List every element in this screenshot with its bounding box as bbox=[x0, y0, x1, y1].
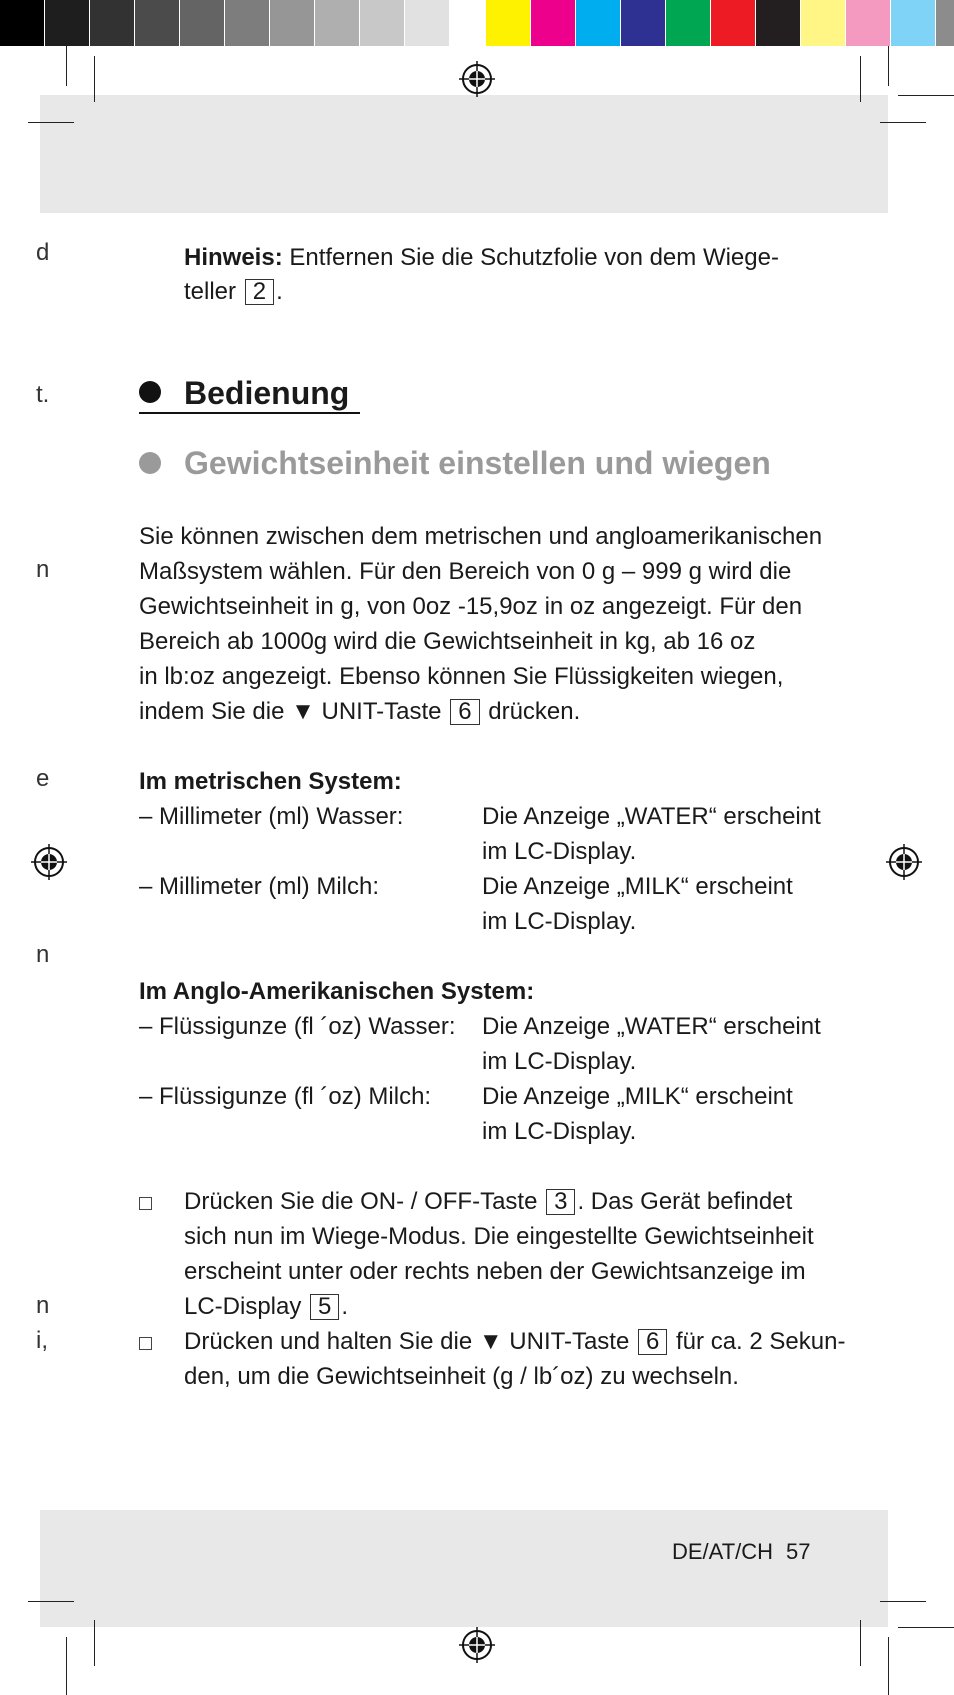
color-swatch bbox=[576, 0, 621, 46]
subsection-title: Gewichtseinheit einstellen und wiegen bbox=[184, 445, 771, 481]
part-reference: 5 bbox=[310, 1294, 339, 1320]
metric-row-desc: im LC-Display. bbox=[482, 838, 637, 865]
color-swatch bbox=[315, 0, 360, 46]
color-swatch bbox=[531, 0, 576, 46]
registration-mark-icon bbox=[459, 61, 495, 97]
header-band bbox=[40, 95, 888, 213]
margin-fragment: n bbox=[36, 941, 50, 968]
color-swatch bbox=[180, 0, 225, 46]
color-swatch bbox=[756, 0, 801, 46]
step-text: Drücken Sie die ON- / OFF-Taste bbox=[184, 1188, 538, 1215]
step-checkbox-icon bbox=[139, 1197, 152, 1210]
step-checkbox-icon bbox=[139, 1337, 152, 1350]
page-number: 57 bbox=[786, 1539, 811, 1564]
step-line bbox=[184, 1324, 845, 1359]
step-line: den, um die Gewichtseinheit (g / lb´oz) zu wechseln. bbox=[184, 1363, 739, 1390]
metric-row-desc: Die Anzeige „MILK“ erscheint bbox=[482, 873, 793, 900]
color-swatch bbox=[846, 0, 891, 46]
part-reference: 6 bbox=[450, 699, 479, 725]
crop-mark bbox=[880, 1601, 926, 1602]
crop-mark bbox=[888, 46, 889, 86]
color-swatch bbox=[801, 0, 846, 46]
note-text: . bbox=[276, 278, 283, 305]
step-text: Drücken und halten Sie die ▼ UNIT-Taste bbox=[184, 1328, 630, 1355]
color-swatch bbox=[225, 0, 270, 46]
note-label: Hinweis: bbox=[184, 244, 283, 271]
crop-mark bbox=[94, 56, 95, 102]
footer-region: DE/AT/CH bbox=[672, 1539, 774, 1564]
color-swatch bbox=[0, 0, 45, 46]
step-line: erscheint unter oder rechts neben der Gewichtsanzeige im bbox=[184, 1258, 806, 1285]
margin-fragment: n bbox=[36, 1292, 50, 1319]
crop-mark bbox=[28, 122, 74, 123]
crop-mark bbox=[860, 56, 861, 102]
metric-row-label: – Millimeter (ml) Milch: bbox=[139, 873, 379, 900]
step-text: LC-Display bbox=[184, 1293, 302, 1320]
margin-fragment: e bbox=[36, 765, 50, 792]
note-line-1 bbox=[184, 240, 779, 275]
anglo-row-desc: Die Anzeige „WATER“ erscheint bbox=[482, 1013, 821, 1040]
intro-line: Gewichtseinheit in g, von 0oz -15,9oz in oz angezeigt. Für den bbox=[139, 593, 803, 620]
crop-mark bbox=[898, 95, 954, 96]
color-swatch bbox=[405, 0, 450, 46]
step-line bbox=[184, 1184, 792, 1219]
color-swatch bbox=[90, 0, 135, 46]
anglo-row-desc: im LC-Display. bbox=[482, 1118, 637, 1145]
color-swatch bbox=[360, 0, 405, 46]
intro-line: Maßsystem wählen. Für den Bereich von 0 g – 999 g wird die bbox=[139, 558, 792, 585]
metric-heading: Im metrischen System: bbox=[139, 768, 402, 795]
crop-mark bbox=[66, 46, 67, 86]
color-swatch bbox=[891, 0, 936, 46]
metric-row-label: – Millimeter (ml) Wasser: bbox=[139, 803, 404, 830]
color-swatch bbox=[270, 0, 315, 46]
registration-mark-icon bbox=[886, 844, 922, 880]
crop-mark bbox=[898, 1627, 954, 1628]
anglo-heading: Im Anglo-Amerikanischen System: bbox=[139, 978, 535, 1005]
step-text: . Das Gerät befindet bbox=[577, 1188, 793, 1215]
note-line-2 bbox=[184, 274, 283, 309]
color-swatch bbox=[135, 0, 180, 46]
registration-mark-icon bbox=[459, 1627, 495, 1663]
margin-fragment: n bbox=[36, 556, 50, 583]
color-swatch bbox=[711, 0, 756, 46]
anglo-row-desc: Die Anzeige „MILK“ erscheint bbox=[482, 1083, 793, 1110]
section-underline bbox=[139, 412, 360, 414]
step-line bbox=[184, 1289, 348, 1324]
note-text: Entfernen Sie die Schutzfolie von dem Wiege- bbox=[289, 244, 779, 271]
intro-line bbox=[139, 694, 580, 729]
crop-mark bbox=[880, 122, 926, 123]
intro-text: drücken. bbox=[488, 698, 581, 725]
anglo-row-desc: im LC-Display. bbox=[482, 1048, 637, 1075]
intro-line: Bereich ab 1000g wird die Gewichtseinheit in kg, ab 16 oz bbox=[139, 628, 756, 655]
color-swatch bbox=[666, 0, 711, 46]
section-title: Bedienung bbox=[184, 375, 350, 411]
step-line: sich nun im Wiege-Modus. Die eingestellte Gewichtseinheit bbox=[184, 1223, 814, 1250]
metric-row-desc: Die Anzeige „WATER“ erscheint bbox=[482, 803, 821, 830]
margin-fragment: d bbox=[36, 239, 50, 266]
crop-mark bbox=[94, 1620, 95, 1666]
subsection-bullet-icon bbox=[139, 452, 161, 474]
note-text: teller bbox=[184, 278, 237, 305]
color-swatch bbox=[45, 0, 90, 46]
step-text: . bbox=[341, 1293, 349, 1320]
crop-mark bbox=[66, 1637, 67, 1695]
anglo-row-label: – Flüssigunze (fl ´oz) Milch: bbox=[139, 1083, 432, 1110]
crop-mark bbox=[28, 1601, 74, 1602]
margin-fragment: i, bbox=[36, 1327, 48, 1354]
step-text: für ca. 2 Sekun- bbox=[676, 1328, 846, 1355]
part-reference: 2 bbox=[245, 279, 274, 305]
registration-mark-icon bbox=[31, 844, 67, 880]
margin-fragment: t. bbox=[36, 381, 50, 408]
crop-mark bbox=[888, 1637, 889, 1695]
color-calibration-bar bbox=[486, 0, 954, 46]
gray-calibration-bar bbox=[0, 0, 495, 46]
metric-row-desc: im LC-Display. bbox=[482, 908, 637, 935]
section-bullet-icon bbox=[139, 381, 161, 403]
crop-mark bbox=[860, 1620, 861, 1666]
color-swatch bbox=[486, 0, 531, 46]
color-swatch bbox=[936, 0, 954, 46]
intro-line: in lb:oz angezeigt. Ebenso können Sie Flüssigkeiten wiegen, bbox=[139, 663, 784, 690]
color-swatch bbox=[621, 0, 666, 46]
part-reference: 6 bbox=[638, 1329, 667, 1355]
part-reference: 3 bbox=[546, 1189, 575, 1215]
intro-text: indem Sie die ▼ UNIT-Taste bbox=[139, 698, 442, 725]
intro-line: Sie können zwischen dem metrischen und angloamerikanischen bbox=[139, 523, 823, 550]
anglo-row-label: – Flüssigunze (fl ´oz) Wasser: bbox=[139, 1013, 456, 1040]
